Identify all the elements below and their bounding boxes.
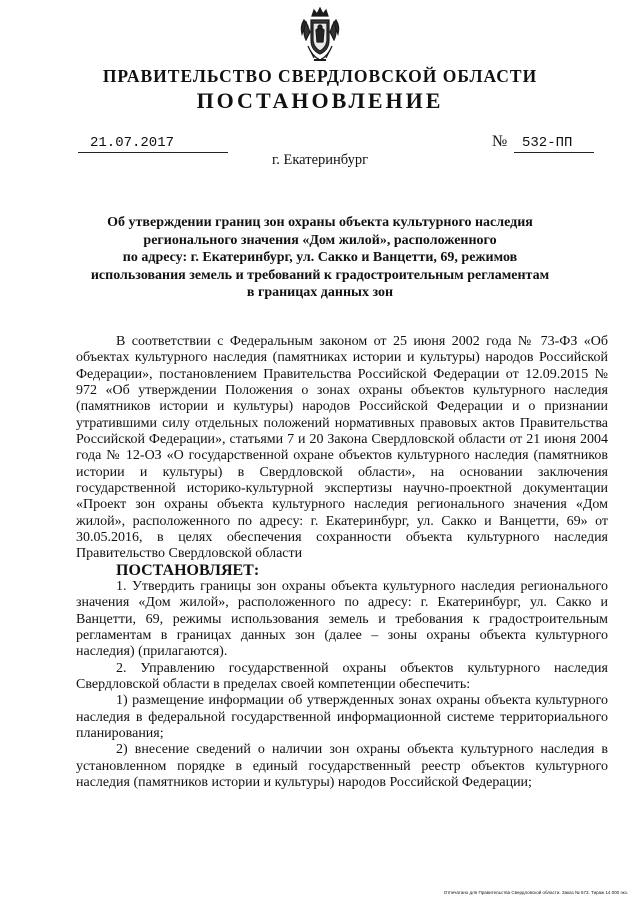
number-label: №	[492, 133, 508, 150]
heading-line: в границах данных зон	[246, 285, 394, 300]
item-2-1-paragraph: 1) размещение информации об утвержденных зонах охраны объекта культурного наследия в федеральной государственной информационной системе территориального планирования;	[76, 693, 608, 741]
city: г. Екатеринбург	[271, 152, 369, 168]
heading-line: использования земель и требований к градостроительным регламентам	[90, 267, 550, 283]
heading-line: по адресу: г. Екатеринбург, ул. Сакко и Ванцетти, 69, режимов	[122, 250, 518, 265]
print-note: Отпечатано для Правительства Свердловской области. Заказ № 573. Тираж 14 000 экз.	[443, 890, 628, 895]
item-1-paragraph: 1. Утвердить границы зон охраны объекта культурного наследия регионального значения «Дом жилой», расположенного по адресу: г. Екатеринбург, ул. Сакко и Ванцетти, 69, режимы использования земель и требования к градостроительным регламентам в границах данных зон (далее – зоны охраны объекта культурного наследия) (прилагаются).	[76, 578, 608, 660]
document-date: 21.07.2017	[90, 135, 175, 151]
coat-of-arms-icon	[298, 6, 342, 64]
document-heading	[60, 214, 580, 302]
number-field	[514, 134, 594, 153]
document-type: ПОСТАНОВЛЕНИЕ	[196, 88, 444, 113]
government-title: ПРАВИТЕЛЬСТВО СВЕРДЛОВСКОЙ ОБЛАСТИ	[102, 66, 538, 86]
heading-line: Об утверждении границ зон охраны объекта культурного наследия	[107, 215, 533, 230]
resolves-heading: ПОСТАНОВЛЯЕТ:	[116, 561, 260, 579]
date-field	[78, 134, 228, 153]
document-body	[76, 334, 608, 791]
item-2-2-paragraph: 2) внесение сведений о наличии зон охраны объекта культурного наследия в установленном порядке в единый государственный реестр объектов культурного наследия (памятников истории и культуры) народов Российской Федерации;	[76, 742, 608, 790]
heading-line: регионального значения «Дом жилой», расположенного	[143, 232, 497, 248]
preamble-paragraph: В соответствии с Федеральным законом от 25 июня 2002 года № 73-ФЗ «Об объектах культурного наследия (памятниках истории и культуры) народов Российской Федерации», постановлением Правительства Российской Федерации от 12.09.2015 № 972 «Об утверждении Положения о зонах охраны объектов культурного наследия (памятников истории и культуры) народов Российской Федерации и о признании утратившими силу отдельных положений нормативных правовых актов Правительства Российской Федерации», статьями 7 и 20 Закона Свердловской области от 21 июня 2004 года № 12-ОЗ «О государственной охране объектов культурного наследия (памятников истории и культуры) в Свердловской области», на основании заключения государственной историко-культурной экспертизы научно-проектной документации «Проект зон охраны объекта культурного наследия регионального значения «Дом жилой», расположенного по адресу: г. Екатеринбург, ул. Сакко и Ванцетти, 69» от 30.05.2016, в целях обеспечения сохранности объекта культурного наследия Правительство Свердловской области	[76, 334, 608, 562]
document-number: 532-ПП	[522, 135, 573, 151]
item-2-paragraph: 2. Управлению государственной охраны объектов культурного наследия Свердловской области в пределах своей компетенции обеспечить:	[76, 660, 608, 692]
